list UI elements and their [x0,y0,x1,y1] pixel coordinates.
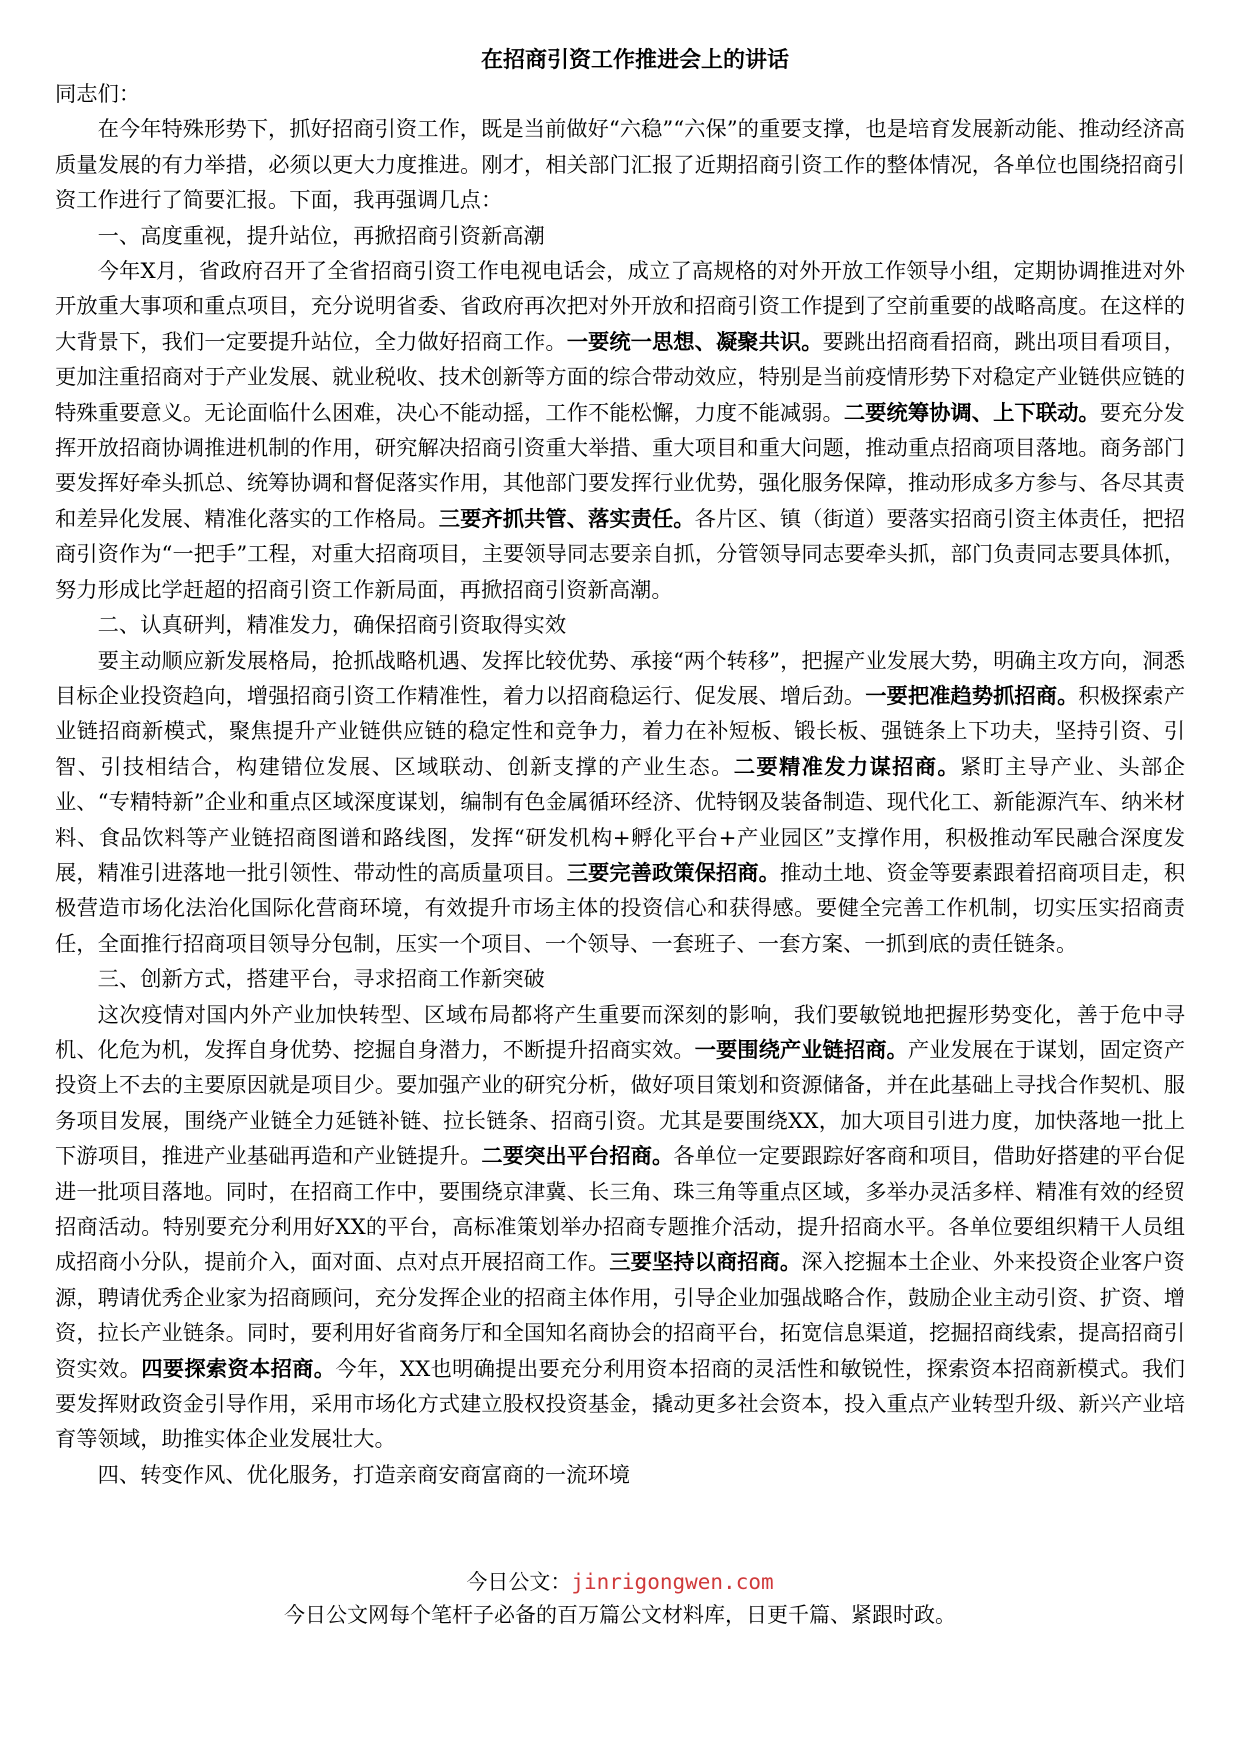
section-heading [55,608,1185,643]
footer-slogan: 今日公文网每个笔杆子必备的百万篇公文材料库，日更千篇、紧跟时政。 [284,1603,956,1627]
bold-key-point: 一要统一思想、凝聚共识。 [566,329,823,355]
section-heading [55,219,1185,254]
paragraph-text: 一、高度重视，提升站位，再掀招商引资新高潮 [97,223,545,249]
paragraph-text: 紧盯主导产业、头部企业、“专精特新”企业和重点区域深度谋划，编制有色金属循环经济、优特钢及装备制造、现代化工、新能源汽车、纳米材料、食品饮料等产业链招商图谱和路线图，发挥“研发机构+孵化平台+产业园区”支撑作用，积极推动军民融合深度发展，精准引进落地一批引领性、带动性的高质量项目。 [55,754,1185,886]
paragraph-text: 要主动顺应新发展格局，抢抓战略机遇、发挥比较优势、承接“两个转移”，把握产业发展大势，明确主攻方向，洞悉目标企业投资趋向，增强招商引资工作精准性，着力以招商稳运行、促发展、增后劲。 [55,648,1185,709]
bold-key-point: 三要完善政策保招商。 [566,860,780,886]
salutation: 同志们： [55,82,141,107]
section-heading [55,1458,1185,1493]
body-paragraph [55,254,1185,608]
paragraph-text: 深入挖掘本土企业、外来投资企业客户资源，聘请优秀企业家为招商顾问，充分发挥企业的招商主体作用，引导企业加强战略合作，鼓励企业主动引资、扩资、增资，拉长产业链条。同时，要利用好省商务厅和全国知名商协会的招商平台，拓宽信息渠道，挖掘招商线索，提高招商引资实效。 [55,1250,1185,1382]
paragraph-text: 这次疫情对国内外产业加快转型、区域布局都将产生重要而深刻的影响，我们要敏锐地把握形势变化，善于危中寻机、化危为机，发挥自身优势、挖掘自身潜力，不断提升招商实效。 [55,1002,1185,1063]
paragraph-list [55,112,1185,1493]
bold-key-point: 一要把准趋势抓招商。 [865,683,1079,709]
bold-key-point: 三要坚持以商招商。 [609,1250,802,1276]
footer-site-link[interactable]: jinrigongwen.com [571,1570,774,1594]
paragraph-text: 要充分发挥开放招商协调推进机制的作用，研究解决招商引资重大举措、重大项目和重大问题，推动重点招商项目落地。商务部门要发挥好牵头抓总、统筹协调和督促落实作用，其他部门要发挥行业优势，强化服务保障，推动形成多方参与、各尽其责和差异化发展、精准化落实的工作格局。 [55,400,1185,532]
body-paragraph [55,998,1185,1458]
paragraph-text: 在今年特殊形势下，抓好招商引资工作，既是当前做好“六稳”“六保”的重要支撑，也是培育发展新动能、推动经济高质量发展的有力举措，必须以更大力度推进。刚才，相关部门汇报了近期招商引资工作的整体情况，各单位也围绕招商引资工作进行了简要汇报。下面，我再强调几点： [55,117,1185,214]
paragraph-text: 各单位一定要跟踪好客商和项目，借助好搭建的平台促进一批项目落地。同时，在招商工作中，要围绕京津冀、长三角、珠三角等重点区域，多举办灵活多样、精准有效的经贸招商活动。特别要充分利用好XX的平台，高标准策划举办招商专题推介活动，提升招商水平。各单位要组织精干人员组成招商小分队，提前介入，面对面、点对点开展招商工作。 [55,1144,1185,1276]
body-paragraph [55,112,1185,218]
bold-key-point: 一要围绕产业链招商。 [694,1037,908,1063]
paragraph-text: 二、认真研判，精准发力，确保招商引资取得实效 [97,613,567,639]
paragraph-text: 要跳出招商看招商，跳出项目看项目，更加注重招商对于产业发展、就业税收、技术创新等方面的综合带动效应，特别是当前疫情形势下对稳定产业链供应链的特殊重要意义。无论面临什么困难，决心不能动摇，工作不能松懈，力度不能减弱。 [55,329,1185,426]
paragraph-text: 推动土地、资金等要素跟着招商项目走，积极营造市场化法治化国际化营商环境，有效提升市场主体的投资信心和获得感。要健全完善工作机制，切实压实招商责任，全面推行招商项目领导分包制，压实一个项目、一个领导、一套班子、一套方案、一抓到底的责任链条。 [55,860,1185,957]
paragraph-text: 今年，XX也明确提出要充分利用资本招商的灵活性和敏锐性，探索资本招商新模式。我们要发挥财政资金引导作用，采用市场化方式建立股权投资基金，撬动更多社会资本，投入重点产业转型升级、新兴产业培育等领域，助推实体企业发展壮大。 [55,1356,1185,1453]
body-paragraph [55,644,1185,963]
bold-key-point: 二要统筹协调、上下联动。 [843,400,1100,426]
paragraph-text: 四、转变作风、优化服务，打造亲商安商富商的一流环境 [97,1462,631,1488]
paragraph-text: 各片区、镇（街道）要落实招商引资主体责任，把招商引资作为“一把手”工程，对重大招商项目，主要领导同志要亲自抓，分管领导同志要牵头抓，部门负责同志要具体抓，努力形成比学赶超的招商引资工作新局面，再掀招商引资新高潮。 [55,506,1185,603]
section-heading [55,962,1185,997]
footer-site-label: 今日公文： [466,1570,572,1594]
paragraph-text: 积极探索产业链招商新模式，聚焦提升产业链供应链的稳定性和竞争力，着力在补短板、锻长板、强链条上下功夫，坚持引资、引智、引技相结合，构建错位发展、区域联动、创新支撑的产业生态。 [55,683,1185,780]
paragraph-text: 今年X月，省政府召开了全省招商引资工作电视电话会，成立了高规格的对外开放工作领导小组，定期协调推进对外开放重大事项和重点项目，充分说明省委、省政府再次把对外开放和招商引资工作提到了空前重要的战略高度。在这样的大背景下，我们一定要提升站位，全力做好招商工作。 [55,259,1185,355]
bold-key-point: 二要精准发力谋招商。 [733,754,961,780]
paragraph-text: 三、创新方式，搭建平台，寻求招商工作新突破 [97,967,545,993]
document-body [55,77,1185,1493]
footer-site-line [0,1567,1240,1597]
paragraph-text: 产业发展在于谋划，固定资产投资上不去的主要原因就是项目少。要加强产业的研究分析，做好项目策划和资源储备，并在此基础上寻找合作契机、服务项目发展，围绕产业链全力延链补链、拉长链条、招商引资。尤其是要围绕XX，加大项目引进力度，加快落地一批上下游项目，推进产业基础再造和产业链提升。 [55,1037,1185,1170]
bold-key-point: 二要突出平台招商。 [481,1144,674,1170]
bold-key-point: 四要探索资本招商。 [141,1356,336,1382]
bold-key-point: 三要齐抓共管、落实责任。 [438,506,695,532]
document-title: 在招商引资工作推进会上的讲话 [480,48,789,73]
